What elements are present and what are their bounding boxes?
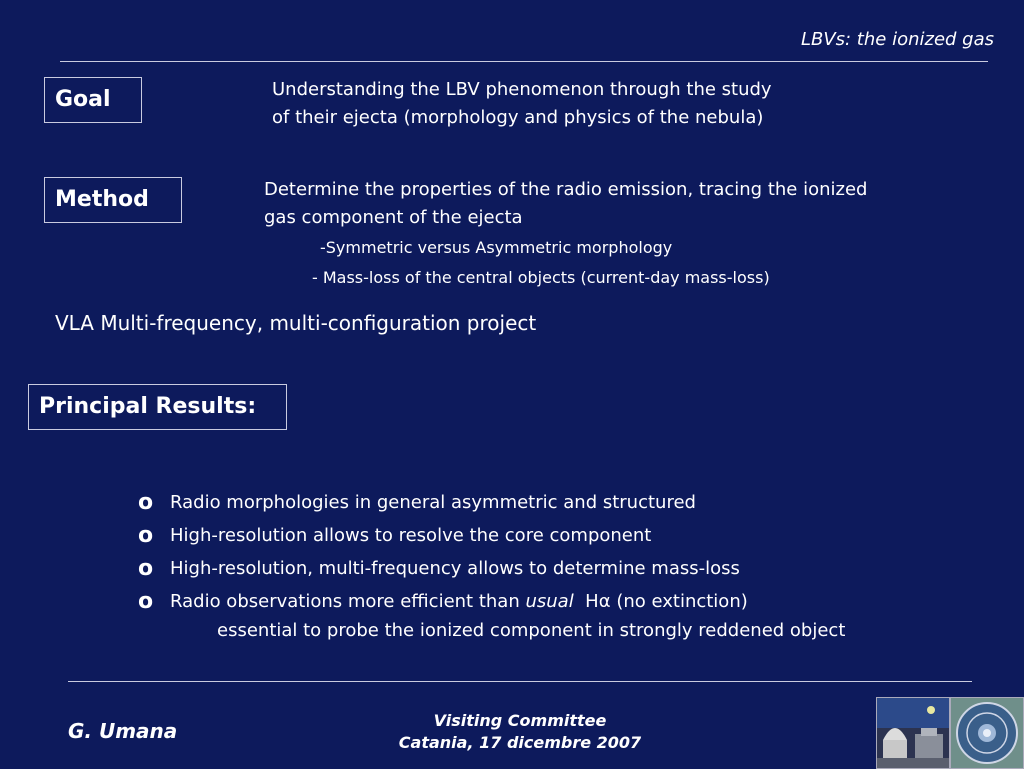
list-item bbox=[138, 552, 748, 585]
list-item bbox=[138, 486, 748, 519]
method-sub-item: - Mass-loss of the central objects (current-day mass-loss) bbox=[312, 268, 770, 287]
results-list bbox=[138, 486, 748, 618]
method-line: Determine the properties of the radio emission, tracing the ionized bbox=[264, 179, 868, 200]
institute-seal-logo bbox=[950, 697, 1024, 769]
h-alpha-symbol: Hα bbox=[585, 591, 611, 612]
method-description bbox=[264, 176, 867, 232]
result-text-emphasis: usual bbox=[525, 591, 574, 612]
method-line: gas component of the ejecta bbox=[264, 207, 523, 228]
goal-label-box: Goal bbox=[44, 77, 142, 123]
result-text-suffix: (no extinction) bbox=[616, 591, 748, 612]
bullet-icon: o bbox=[138, 489, 154, 515]
result-continuation: essential to probe the ionized component in strongly reddened object bbox=[217, 620, 846, 641]
result-text-prefix: Radio observations more efficient than bbox=[170, 591, 520, 612]
footer-event-info bbox=[350, 710, 690, 754]
method-sub-item: -Symmetric versus Asymmetric morphology bbox=[320, 238, 673, 257]
bullet-icon: o bbox=[138, 522, 154, 548]
list-item bbox=[138, 585, 748, 618]
result-text: High-resolution allows to resolve the core component bbox=[170, 525, 652, 546]
project-statement: VLA Multi-frequency, multi-configuration project bbox=[55, 311, 537, 335]
result-text bbox=[170, 591, 748, 612]
result-text: High-resolution, multi-frequency allows to determine mass-loss bbox=[170, 558, 740, 579]
slide-title: LBVs: the ionized gas bbox=[800, 29, 994, 50]
footer-place-date: Catania, 17 dicembre 2007 bbox=[398, 733, 642, 752]
bottom-divider bbox=[68, 681, 972, 682]
list-item bbox=[138, 519, 748, 552]
observatory-photo-logo bbox=[876, 697, 950, 769]
goal-description bbox=[272, 76, 772, 132]
footer-author: G. Umana bbox=[68, 719, 178, 743]
result-text: Radio morphologies in general asymmetric and structured bbox=[170, 492, 696, 513]
results-label-box: Principal Results: bbox=[28, 384, 287, 430]
footer-event: Visiting Committee bbox=[433, 711, 607, 730]
top-divider bbox=[60, 61, 988, 62]
bullet-icon: o bbox=[138, 555, 154, 581]
method-label-box: Method bbox=[44, 177, 182, 223]
goal-line: Understanding the LBV phenomenon through the study bbox=[272, 79, 772, 100]
bullet-icon: o bbox=[138, 588, 154, 614]
goal-line: of their ejecta (morphology and physics of the nebula) bbox=[272, 107, 764, 128]
